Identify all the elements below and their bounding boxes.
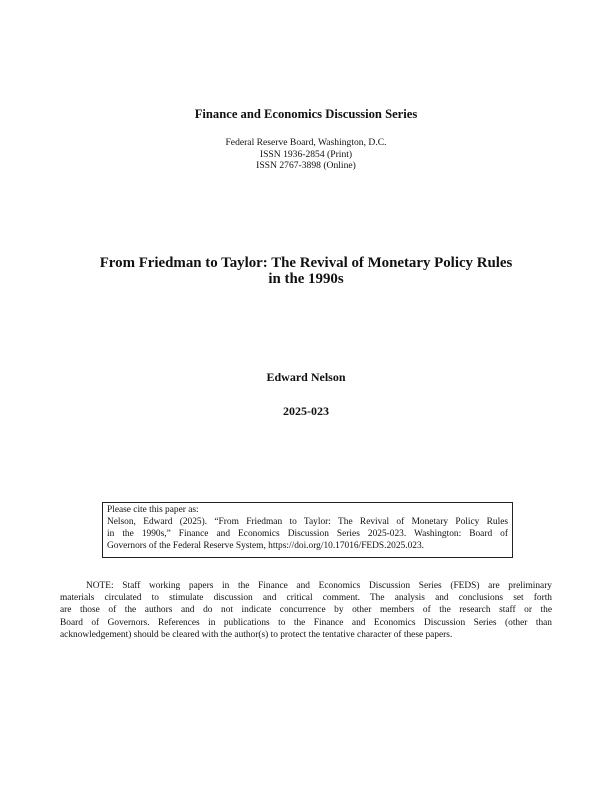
paper-title-line: in the 1990s bbox=[268, 270, 344, 287]
note-line: are those of the authors and do not indicate concurrence by other members of the research staff or the bbox=[60, 605, 552, 616]
citation-heading: Please cite this paper as: bbox=[107, 505, 199, 515]
citation-line: Governors of the Federal Reserve System, https://doi.org/10.17016/FEDS.2025.023. bbox=[107, 541, 424, 552]
note-line: acknowledgement) should be cleared with the author(s) to protect the tentative character of these papers. bbox=[60, 629, 453, 640]
citation-line: Nelson, Edward (2025). “From Friedman to Taylor: The Revival of Monetary Policy Rules bbox=[107, 517, 508, 528]
disclaimer-note bbox=[60, 580, 552, 641]
issn-online: ISSN 2767-3898 (Online) bbox=[256, 160, 356, 172]
citation-box bbox=[102, 502, 513, 558]
author-name: Edward Nelson bbox=[266, 370, 346, 384]
issn-print: ISSN 1936-2854 (Print) bbox=[259, 148, 353, 160]
paper-title-line: From Friedman to Taylor: The Revival of Monetary Policy Rules bbox=[99, 255, 513, 271]
note-line: materials circulated to stimulate discussion and critical comment. The analysis and conclusions set forth bbox=[60, 593, 552, 604]
citation-line: in the 1990s,” Finance and Economics Discussion Series 2025-023. Washington: Board of bbox=[107, 529, 508, 540]
paper-title bbox=[60, 256, 552, 287]
series-title: Finance and Economics Discussion Series bbox=[194, 107, 418, 121]
publisher-info bbox=[0, 137, 612, 172]
note-line: NOTE: Staff working papers in the Finance and Economics Discussion Series (FEDS) are preliminary bbox=[86, 581, 552, 591]
publisher-line: Federal Reserve Board, Washington, D.C. bbox=[225, 137, 387, 148]
paper-number: 2025-023 bbox=[283, 404, 329, 418]
note-line: Board of Governors. References in publications to the Finance and Economics Discussion Series (other than bbox=[60, 617, 552, 628]
